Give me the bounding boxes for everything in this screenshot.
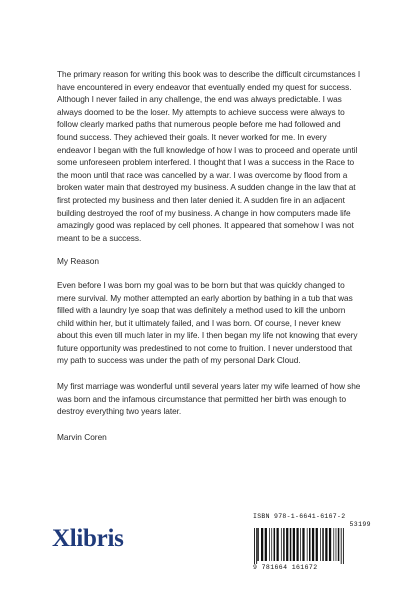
intro-paragraph: The primary reason for writing this book was to describe the difficult circumstances I have encountered in every endeavor that eventually ended my quest for success. Although I never failed in any challenge, the end was always predictable. I was always doomed to be the loser. My attempts to achieve success were always to follow clearly marked paths that numerous people before me had followed and found success. They achieved their goals. It never worked for me. In every endeavor I began with the full knowledge of how I was to proceed and operate until some unforeseen problem interfered. I thought that I was a success in the Race to the moon until that race was cancelled by a war. I was overcome by flood from a broken water main that destroyed my business. A sudden change in the law that at first protected my business and then later denied it. A sudden fire in an adjacent building destroyed the roof of my business. A change in how computers made life amazingly good was replaced by cell phones. It appeared that somehow I was not meant to be a success. [57,69,361,243]
marriage-paragraph: My first marriage was wonderful until several years later my wife learned of how she was born and the infamous circumstance that permitted her birth was enough to destroy everything two years later. [57,381,361,417]
barcode-image [253,528,371,564]
barcode-bar [316,528,318,561]
barcode-bar [338,528,340,561]
author-signature: Marvin Coren [57,431,107,442]
barcode-guard-bar [256,528,257,564]
barcode-bar [336,528,337,561]
section-heading: My Reason [57,256,99,267]
barcode-bar [309,528,311,561]
barcode-bar [296,528,298,561]
barcode-bar [312,528,314,561]
barcode-bar [281,528,282,561]
barcode-bar [286,528,288,561]
barcode-bar [293,528,295,561]
isbn-label: ISBN 978-1-6641-6167-2 [253,513,346,520]
barcode-bar [333,528,334,561]
isbn-barcode-block [253,513,371,573]
barcode-bar [271,528,272,561]
reason-paragraph: Even before I was born my goal was to be born but that was quickly changed to mere survival. My mother attempted an early abortion by bathing in a tub that was filled with a laundry lye soap that was definitely a method used to kill the unborn child within her, but it ultimately failed, and I was born. Of course, I never knew about this even till much later in my life. I then began my life not knowing that every future opportunity was predestined to not come to fruition. I never understood that my path to success was under the path of my personal Dark Cloud. [57,279,358,366]
barcode-bar [257,528,259,561]
barcode-bar [274,528,276,561]
barcode-guard-bar [254,528,255,564]
barcode-bar [277,528,279,561]
barcode-guard-bar [343,528,344,564]
barcode-bar [283,528,285,561]
barcode-number: 9 781664 161672 [253,564,318,571]
barcode-bar [302,528,304,561]
barcode-bar [261,528,263,561]
barcode-bar [320,528,321,561]
barcode-bar [265,528,267,561]
barcode-bar [307,528,308,561]
price-code: 53199 [349,521,371,528]
barcode-bar [269,528,270,561]
publisher-logo: Xlibris [52,525,124,552]
barcode-bar [322,528,324,561]
barcode-bar [290,528,292,561]
barcode-guard-bar [341,528,342,564]
barcode-bar [329,528,331,561]
barcode-bar [325,528,327,561]
cover-text-block [57,68,362,443]
barcode-bar [300,528,301,561]
